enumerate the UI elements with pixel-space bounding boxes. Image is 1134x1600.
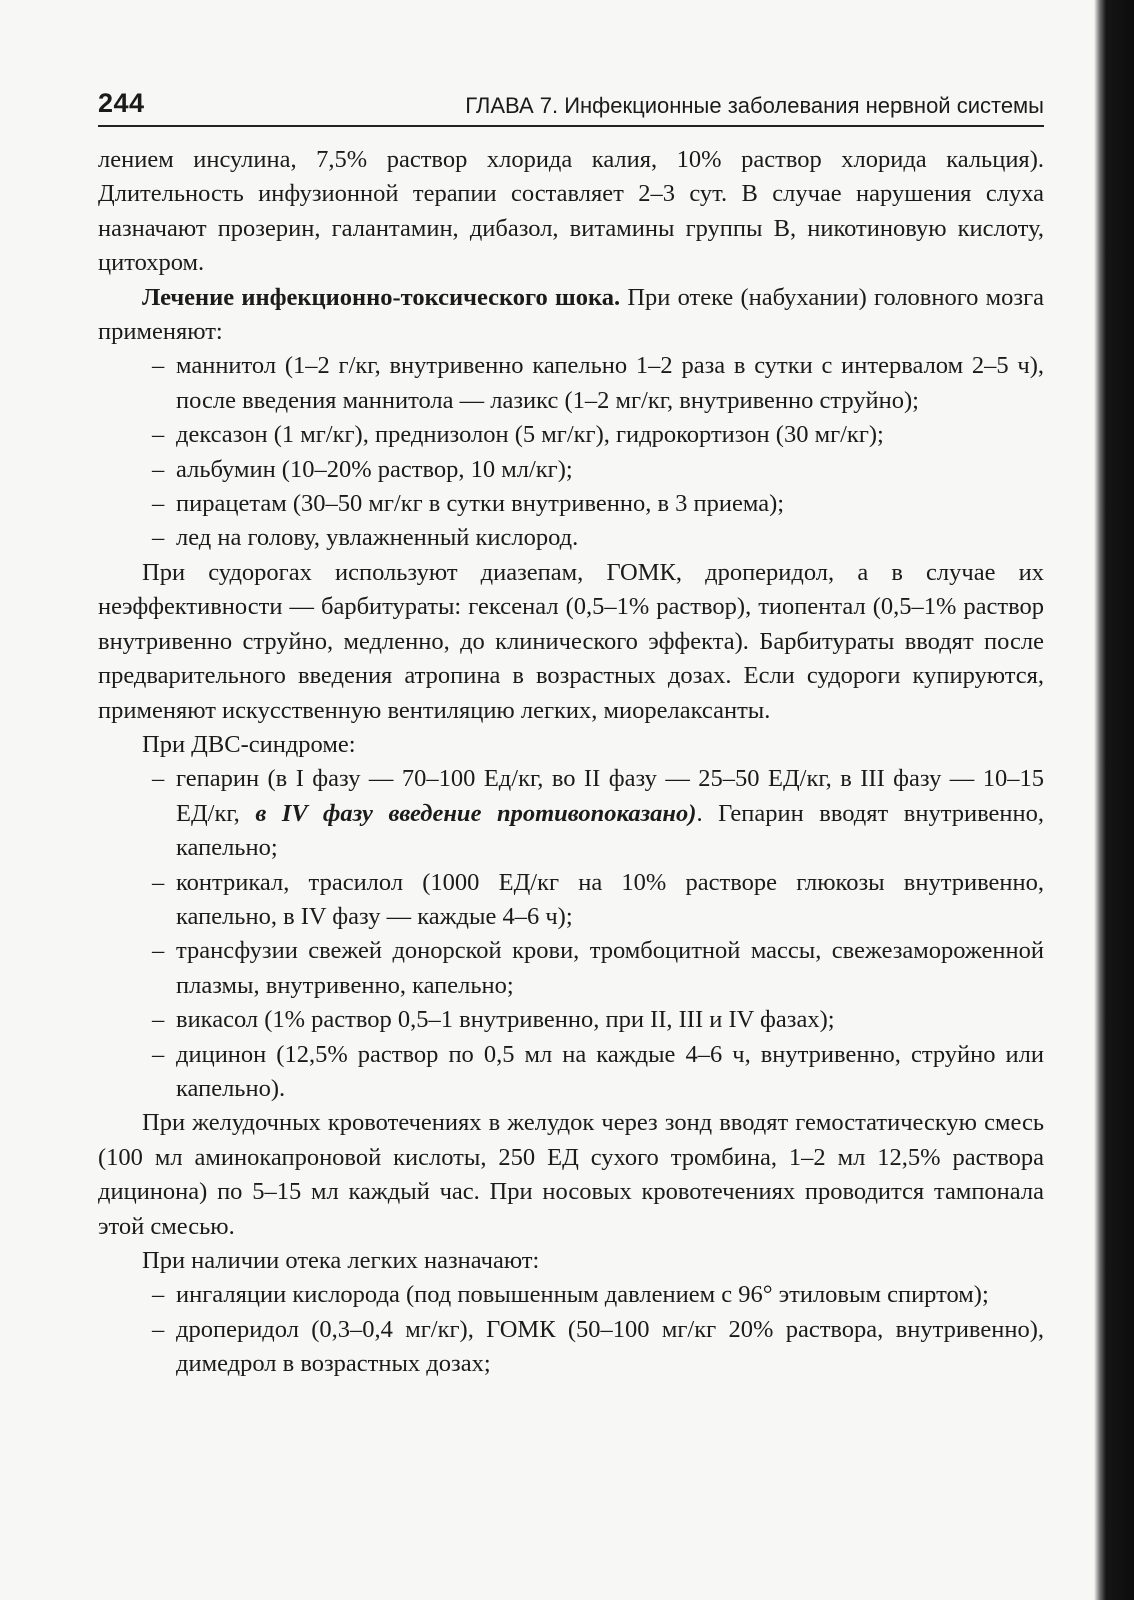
- page-number: 244: [98, 88, 145, 118]
- paragraph-seizures: При судорогах используют диазепам, ГОМК, дроперидол, а в случае их неэффективности — барбитураты: гексенал (0,5–1% раствор), тиопентал (0,5–1% раствор внутривенно струйно, медленно, до клинического эффекта). Барбитураты вводят после предварительного введения атропина в возрастных дозах. Если судороги купируются, применяют искусственную вентиляцию легких, миорелаксанты.: [98, 558, 1044, 724]
- list-item-heparin: [176, 762, 1044, 865]
- list-lung-edema: [98, 1278, 1044, 1381]
- list-item: – дицинон (12,5% раствор по 0,5 мл на каждые 4–6 ч, внутривенно, струйно или капельно).: [176, 1038, 1044, 1107]
- paragraph-lung-edema: При наличии отека легких назначают:: [142, 1247, 540, 1274]
- paragraph-bleeding: При желудочных кровотечениях в желудок через зонд вводят гемостатическую смесь (100 мл аминокапроновой кислоты, 250 ЕД сухого тромбина, 1–2 мл 12,5% раствора дицинона) по 5–15 мл каждый час. При носовых кровотечениях проводится тампонала этой смесью.: [98, 1109, 1044, 1240]
- emphasis-text: в IV фазу введение противопоказано): [255, 799, 697, 827]
- book-spine-shadow: [1094, 0, 1134, 1600]
- paragraph-dic: При ДВС-синдроме:: [142, 730, 356, 758]
- list-item: – викасол (1% раствор 0,5–1 внутривенно, при II, III и IV фазах);: [176, 1003, 1044, 1037]
- section-heading: Лечение инфекционно-токсического шока.: [142, 283, 621, 311]
- list-item: – ингаляции кислорода (под повышенным давлением с 96° этиловым спиртом);: [176, 1278, 1044, 1312]
- list-brain-edema: [98, 349, 1044, 555]
- paragraph-shock-treatment: [98, 281, 1044, 350]
- list-item: – трансфузии свежей донорской крови, тромбоцитной массы, свежезамороженной плазмы, внутривенно, капельно;: [176, 934, 1044, 1003]
- list-item: – контрикал, трасилол (1000 ЕД/кг на 10% растворе глюкозы внутривенно, капельно, в IV фазу — каждые 4–6 ч);: [176, 866, 1044, 935]
- list-item: – лед на голову, увлажненный кислород.: [176, 521, 1044, 555]
- chapter-title: ГЛАВА 7. Инфекционные заболевания нервной системы: [465, 93, 1044, 118]
- paragraph-continuation: лением инсулина, 7,5% раствор хлорида калия, 10% раствор хлорида кальция). Длительность инфузионной терапии составляет 2–3 сут. В случае нарушения слуха назначают прозерин, галантамин, дибазол, витамины группы В, никотиновую кислоту, цитохром.: [98, 146, 1044, 277]
- running-header: [98, 88, 1044, 127]
- list-dic: [98, 762, 1044, 1106]
- list-item-text: . Гепарин вводят внутривенно, капельно;: [176, 799, 1044, 862]
- list-item: – маннитол (1–2 г/кг, внутривенно капельно 1–2 раза в сутки с интервалом 2–5 ч), после введения маннитола — лазикс (1–2 мг/кг, внутривенно струйно);: [176, 349, 1044, 418]
- list-item: – пирацетам (30–50 мг/кг в сутки внутривенно, в 3 приема);: [176, 487, 1044, 521]
- page: [98, 88, 1044, 1382]
- list-item-text: гепарин (в I фазу — 70–100 Ед/кг, во II фазу — 25–50 ЕД/кг, в III фазу — 10–15 ЕД/кг,: [176, 765, 1044, 827]
- paragraph-text: При отеке (набухании) головного мозга применяют:: [98, 283, 1044, 346]
- list-item: – дексазон (1 мг/кг), преднизолон (5 мг/кг), гидрокортизон (30 мг/кг);: [176, 418, 1044, 452]
- list-item: – дроперидол (0,3–0,4 мг/кг), ГОМК (50–100 мг/кг 20% раствора, внутривенно), димедрол в возрастных дозах;: [176, 1313, 1044, 1382]
- page-body: [98, 143, 1044, 1382]
- list-item: – альбумин (10–20% раствор, 10 мл/кг);: [176, 453, 1044, 487]
